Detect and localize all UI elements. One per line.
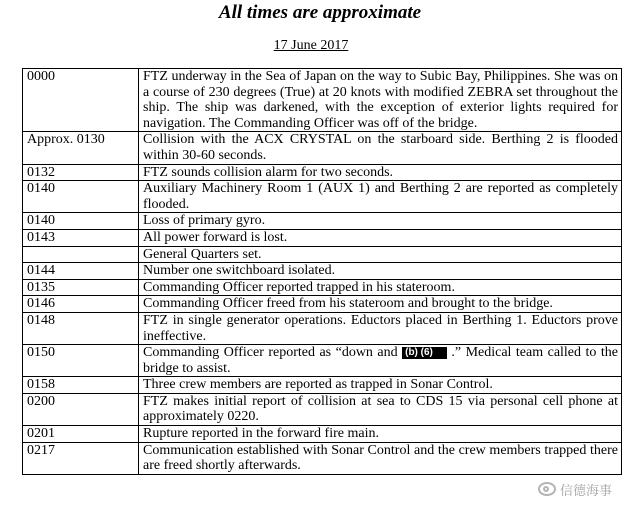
time-cell: 0217 [23,442,139,474]
event-cell: Loss of primary gyro. [139,213,622,230]
event-text-after: .” Medical team called to the bridge to assist. [143,345,618,376]
watermark [538,478,638,500]
event-cell: All power forward is lost. [139,229,622,246]
timeline-table [22,68,622,475]
table-row [23,442,622,474]
event-cell: Three crew members are reported as trapped in Sonar Control. [139,377,622,394]
time-cell: 0201 [23,426,139,443]
time-cell: 0158 [23,377,139,394]
event-cell [139,345,622,377]
time-cell: 0140 [23,181,139,213]
table-row [23,345,622,377]
event-cell: Rupture reported in the forward fire main. [139,426,622,443]
event-cell: Auxiliary Machinery Room 1 (AUX 1) and Berthing 2 are reported as completely flooded. [139,181,622,213]
time-cell: 0144 [23,263,139,280]
table-row [23,132,622,164]
document-date: 17 June 2017 [273,38,349,53]
event-cell: Number one switchboard isolated. [139,263,622,280]
event-cell: Communication established with Sonar Control and the crew members trapped there are freed shortly afterwards. [139,442,622,474]
table-row [23,377,622,394]
time-cell: Approx. 0130 [23,132,139,164]
table-row [23,164,622,181]
time-cell: 0200 [23,393,139,425]
table-row [23,213,622,230]
wechat-logo-icon [538,482,556,496]
time-cell: 0143 [23,229,139,246]
time-cell: 0146 [23,296,139,313]
table-row [23,181,622,213]
time-cell: 0135 [23,279,139,296]
time-cell: 0140 [23,213,139,230]
event-cell: Commanding Officer freed from his stateroom and brought to the bridge. [139,296,622,313]
table-row [23,296,622,313]
event-cell: Commanding Officer reported trapped in his stateroom. [139,279,622,296]
event-cell: FTZ sounds collision alarm for two seconds. [139,164,622,181]
time-cell: 0000 [23,69,139,132]
event-cell: Collision with the ACX CRYSTAL on the starboard side. Berthing 2 is flooded within 30-60 seconds. [139,132,622,164]
watermark-text: 信德海事 [560,483,613,499]
table-row [23,393,622,425]
event-cell: FTZ underway in the Sea of Japan on the way to Subic Bay, Philippines. She was on a course of 230 degrees (True) at 20 knots with modified ZEBRA set throughout the ship. The ship was darkened, with the exception of exterior lights required for navigation. The Commanding Officer was off of the bridge. [139,69,622,132]
table-row [23,229,622,246]
time-cell: 0150 [23,345,139,377]
event-cell: FTZ in single generator operations. Eductors placed in Berthing 1. Eductors prove ineffective. [139,312,622,344]
event-cell: FTZ makes initial report of collision at sea to CDS 15 via personal cell phone at approximately 0220. [139,393,622,425]
time-cell: 0132 [23,164,139,181]
time-cell [23,246,139,263]
table-row [23,69,622,132]
table-row [23,246,622,263]
document-title: All times are approximate [218,2,422,23]
event-text-before: Commanding Officer reported as “down and [143,345,403,361]
table-row [23,312,622,344]
table-row [23,263,622,280]
table-row [23,426,622,443]
table-row [23,279,622,296]
event-cell: General Quarters set. [139,246,622,263]
redaction-box: (b) (6) [402,347,447,359]
time-cell: 0148 [23,312,139,344]
